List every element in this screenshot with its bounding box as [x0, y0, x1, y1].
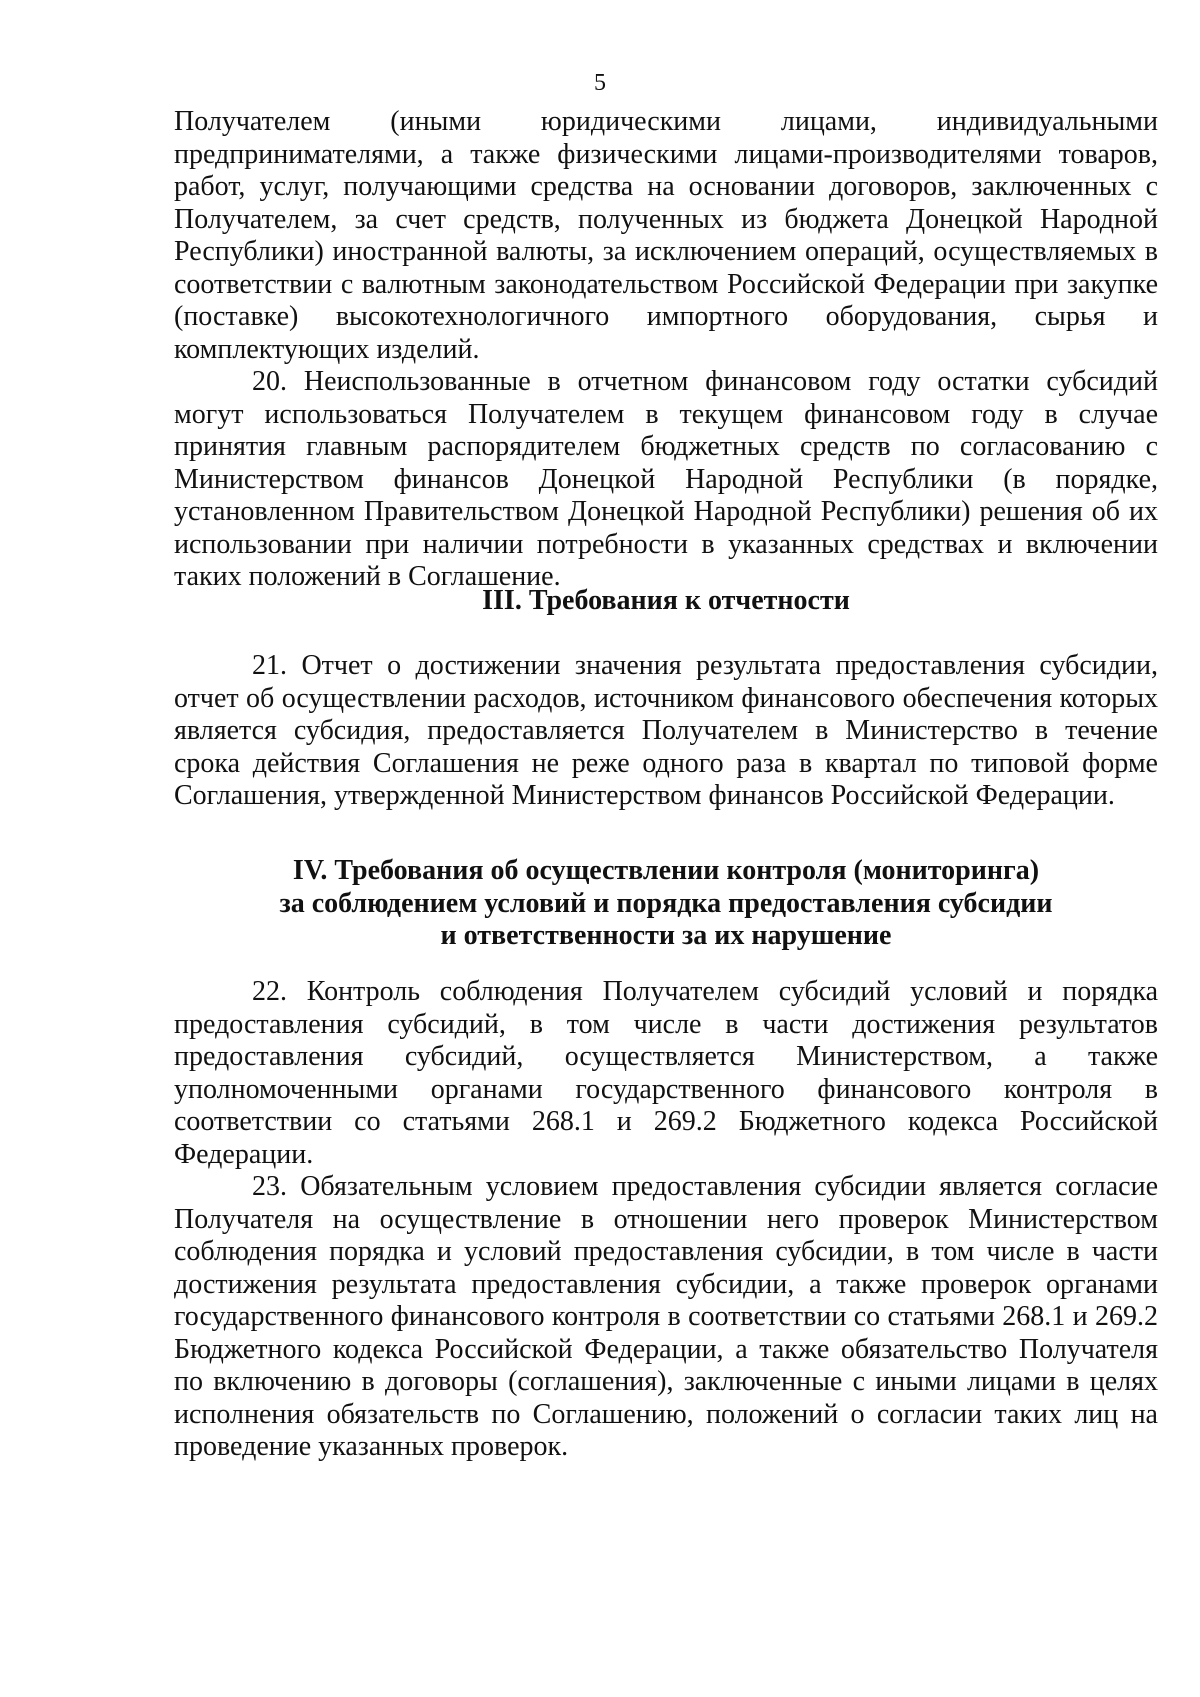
- paragraph-22: 22. Контроль соблюдения Получателем субсидий условий и порядка предоставления субсидий, в том числе в части достижения результатов предоставления субсидий, осуществляется Министерством, а также уполномоченными органами государственного финансового контроля в соответствии со статьями 268.1 и 269.2 Бюджетного кодекса Российской Федерации.: [174, 976, 1158, 1170]
- paragraph-21: 21. Отчет о достижении значения результата предоставления субсидии, отчет об осуществлении расходов, источником финансового обеспечения которых является субсидия, предоставляется Получателем в Министерство в течение срока действия Соглашения не реже одного раза в квартал по типовой форме Соглашения, утвержденной Министерством финансов Российской Федерации.: [174, 650, 1158, 811]
- paragraph-19-continuation: Получателем (иными юридическими лицами, индивидуальными предпринимателями, а также физическими лицами-производителями товаров, работ, услуг, получающими средства на основании договоров, заключенных с Получателем, за счет средств, полученных из бюджета Донецкой Народной Республики) иностранной валюты, за исключением операций, осуществляемых в соответствии с валютным законодательством Российской Федерации при закупке (поставке) высокотехнологичного импортного оборудования, сырья и комплектующих изделий.: [174, 106, 1158, 365]
- section-4-heading-line-3: и ответственности за их нарушение: [440, 920, 892, 951]
- page-number: 5: [594, 70, 606, 96]
- section-3-heading: III. Требования к отчетности: [482, 585, 850, 616]
- section-4-heading: [174, 855, 1158, 953]
- section-4-body: [174, 976, 1158, 1464]
- section-4-heading-line-2: за соблюдением условий и порядка предоставления субсидии: [279, 887, 1053, 919]
- paragraph-20: 20. Неиспользованные в отчетном финансовом году остатки субсидий могут использоваться Получателем в текущем финансовом году в случае принятия главным распорядителем бюджетных средств по согласованию с Министерством финансов Донецкой Народной Республики (в порядке, установленном Правительством Донецкой Народной Республики) решения об их использовании при наличии потребности в указанных средствах и включении таких положений в Соглашение.: [174, 366, 1158, 592]
- section-2-tail: [174, 106, 1158, 594]
- section-3-body: [174, 650, 1158, 813]
- section-4-heading-line-1: IV. Требования об осуществлении контроля (мониторинга): [292, 855, 1040, 886]
- paragraph-23: 23. Обязательным условием предоставления субсидии является согласие Получателя на осуществление в отношении него проверок Министерством соблюдения порядка и условий предоставления субсидии, в том числе в части достижения результата предоставления субсидии, а также проверок органами государственного финансового контроля в соответствии со статьями 268.1 и 269.2 Бюджетного кодекса Российской Федерации, а также обязательство Получателя по включению в договоры (соглашения), заключенные с иными лицами в целях исполнения обязательств по Соглашению, положений о согласии таких лиц на проведение указанных проверок.: [174, 1171, 1158, 1462]
